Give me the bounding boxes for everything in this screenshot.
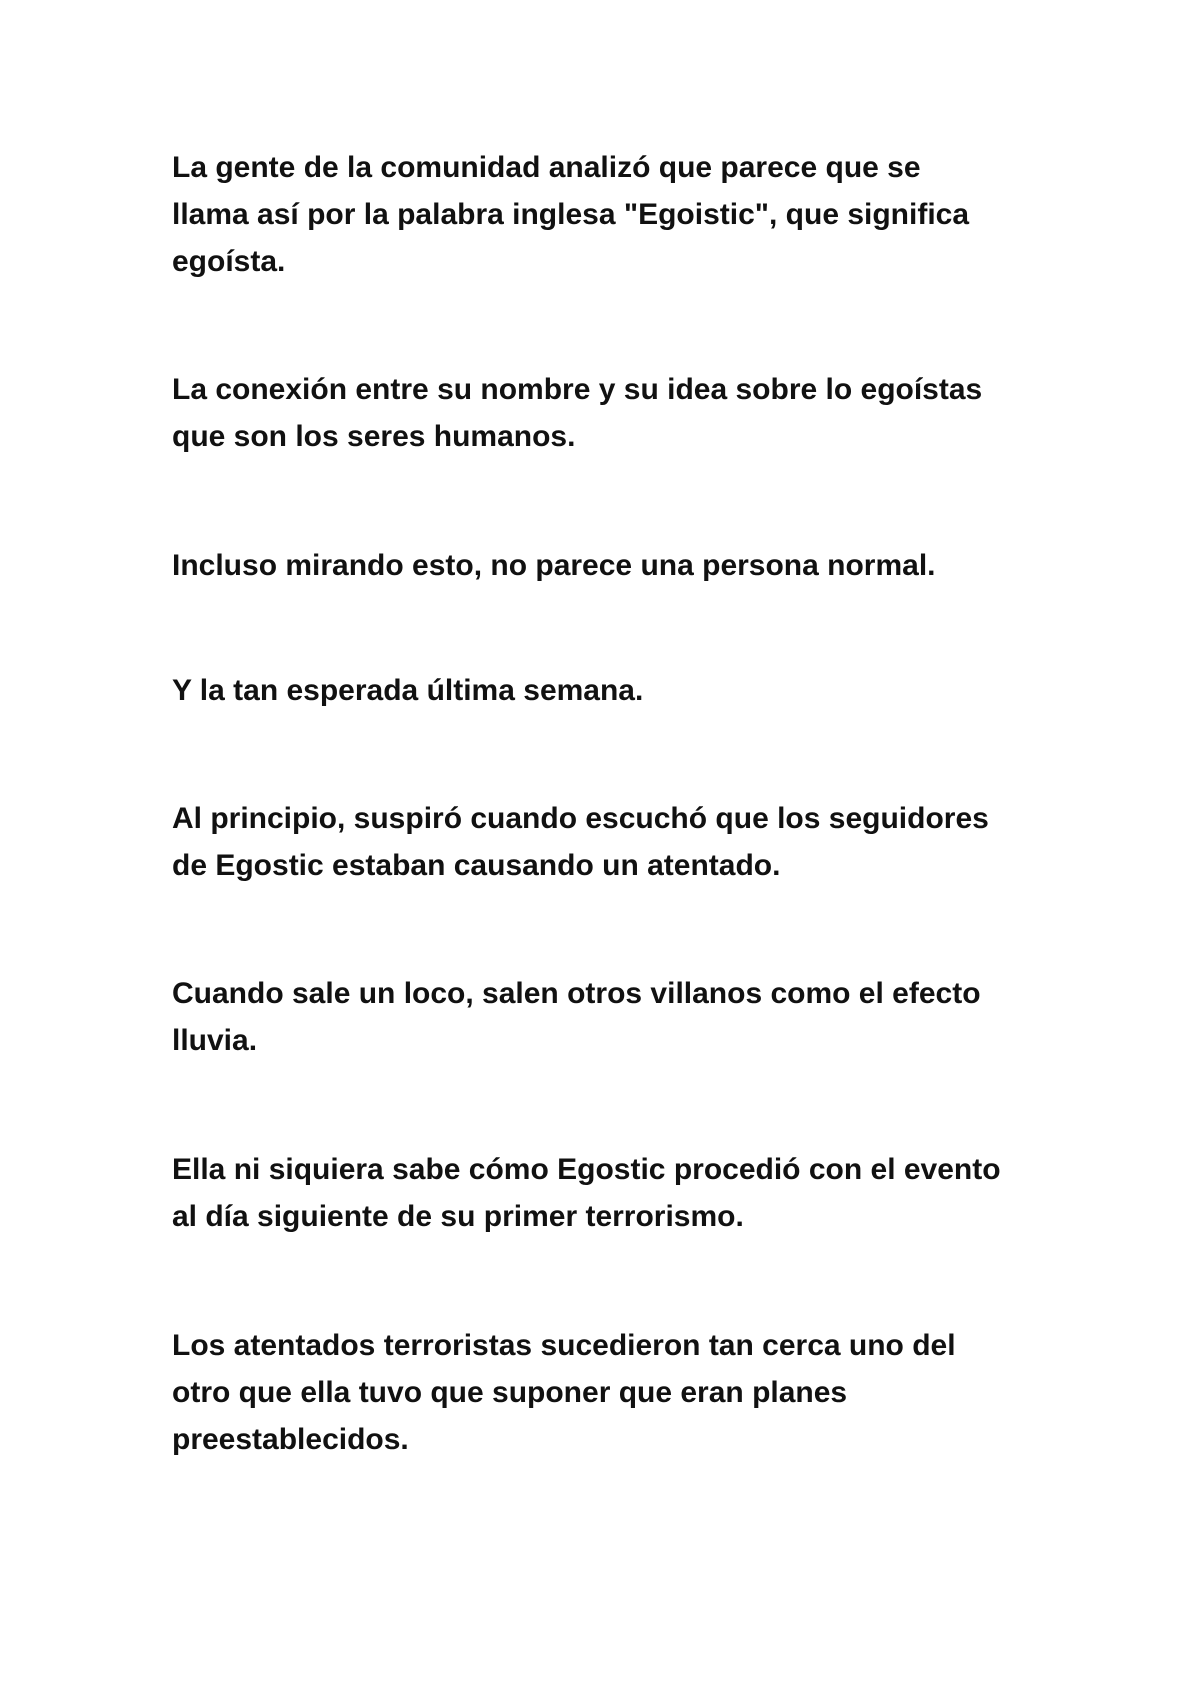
paragraph-4: Y la tan esperada última semana. xyxy=(172,674,644,707)
paragraph-3: Incluso mirando esto, no parece una persona normal. xyxy=(172,549,936,582)
paragraph-2: La conexión entre su nombre y su idea sobre lo egoístas que son los seres humanos. xyxy=(172,373,983,453)
paragraph-8: Los atentados terroristas sucedieron tan cerca uno del otro que ella tuvo que suponer que eran planes preestablecidos. xyxy=(172,1329,956,1456)
paragraph-5: Al principio, suspiró cuando escuchó que los seguidores de Egostic estaban causando un atentado. xyxy=(172,802,989,882)
paragraph-1: La gente de la comunidad analizó que parece que se llama así por la palabra inglesa "Egoistic", que significa egoísta. xyxy=(172,151,970,278)
paragraph-7: Ella ni siquiera sabe cómo Egostic procedió con el evento al día siguiente de su primer terrorismo. xyxy=(172,1153,1001,1233)
paragraph-6: Cuando sale un loco, salen otros villanos como el efecto lluvia. xyxy=(172,977,981,1057)
